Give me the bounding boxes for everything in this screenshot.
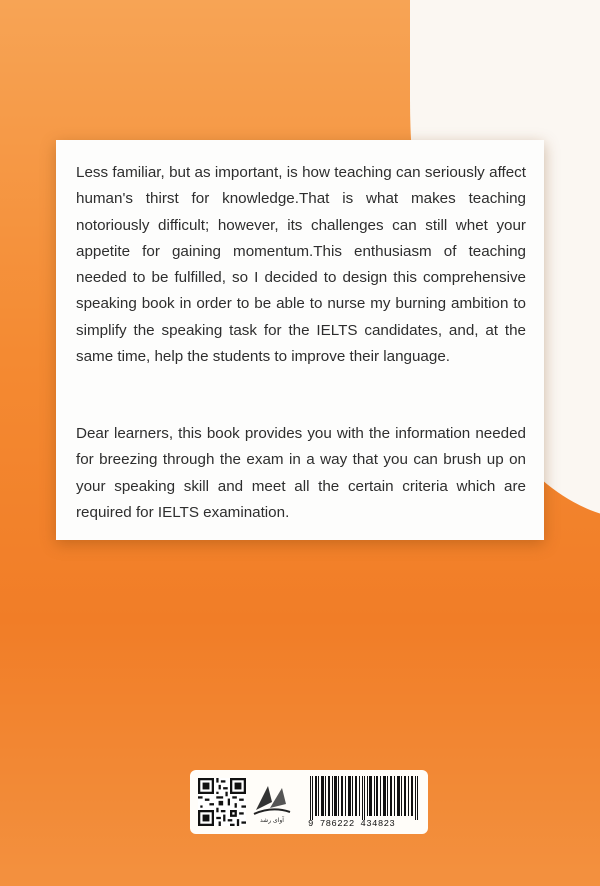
publisher-logo-text: آوای رشد	[260, 817, 284, 824]
publisher-logo-icon	[252, 780, 292, 824]
blurb-paragraph-2: Dear learners, this book provides you with the information needed for breezing through the exam in a way that you can brush up on your speaking skill and meet all the certain criteria which are required for IELTS examination.	[76, 425, 526, 521]
qr-code	[198, 778, 246, 826]
barcode-box	[190, 770, 428, 834]
isbn-barcode	[308, 776, 420, 820]
isbn-number	[308, 819, 420, 829]
isbn-first-digit: 9	[308, 819, 314, 829]
blurb-paragraph-1: Less familiar, but as important, is how teaching can seriously affect human's thirst for knowledge.That is what makes teaching notoriously difficult; however, its challenges can still whet your appetite for gaining momentum.This enthusiasm of teaching needed to be fulfilled, so I decided to design this comprehensive speaking book in order to be able to nurse my burning ambition to simplify the speaking task for the IELTS candidates, and, at the same time, help the students to improve their language.	[76, 164, 526, 366]
isbn-digits: 786222 434823	[319, 819, 396, 829]
blurb-panel	[56, 140, 544, 540]
